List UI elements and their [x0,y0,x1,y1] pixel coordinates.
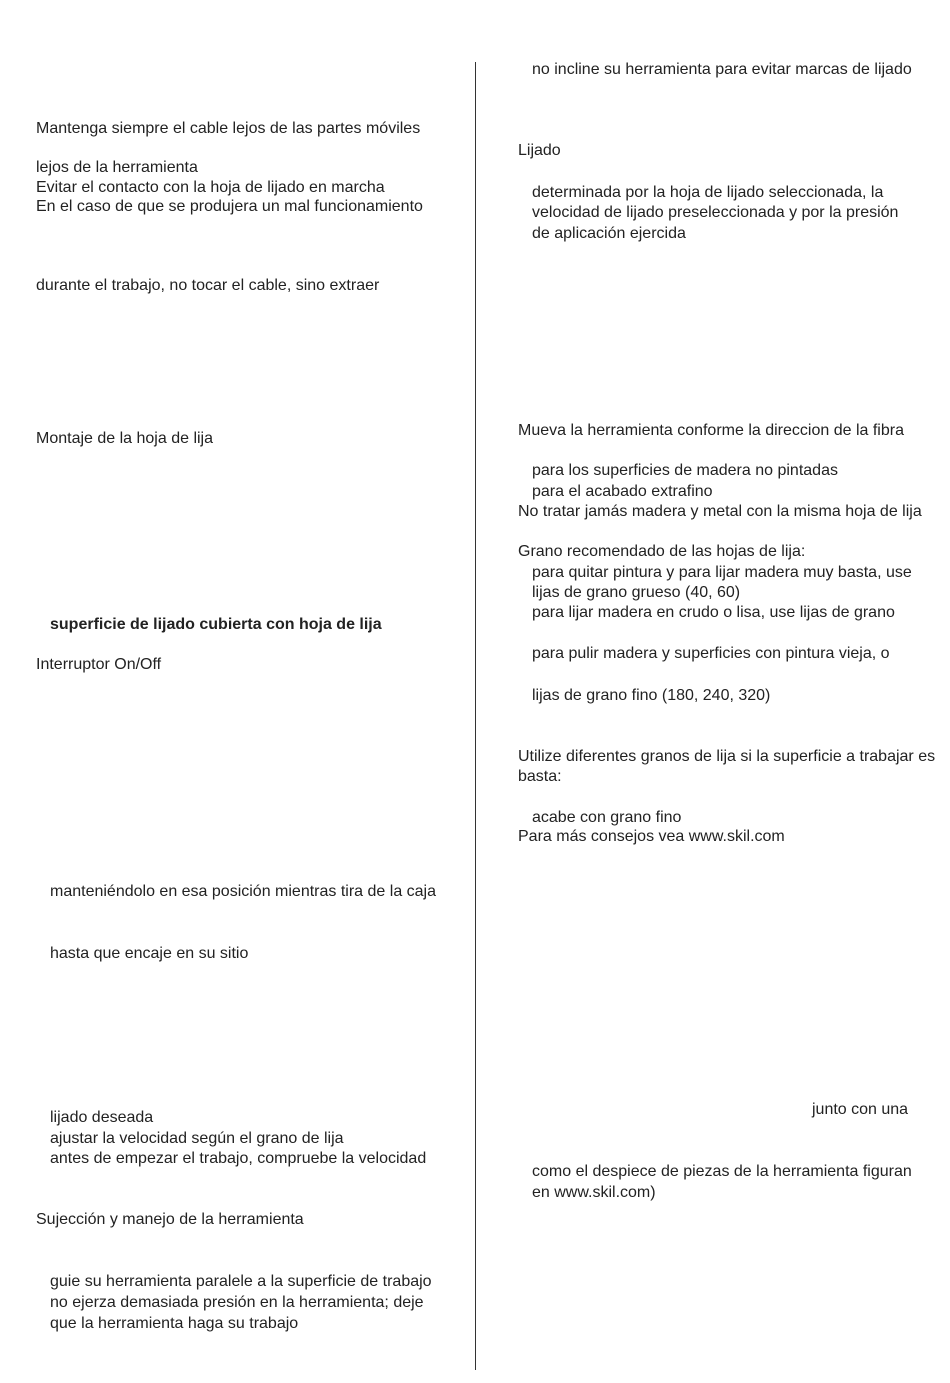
text-line: no ejerza demasiada presión en la herramienta; deje [50,1294,424,1311]
text-line: Evitar el contacto con la hoja de lijado en marcha [36,179,385,196]
text-line: Grano recomendado de las hojas de lija: [518,543,806,560]
section-heading: Montaje de la hoja de lija [36,430,214,447]
text-line: para los superficies de madera no pintadas [532,462,838,479]
section-heading: Lijado [518,142,561,159]
text-line: para lijar madera en crudo o lisa, use lijas de grano [532,604,895,621]
text-line: de aplicación ejercida [532,225,686,242]
text-line: en www.skil.com) [532,1184,656,1201]
text-line: como el despiece de piezas de la herramienta figuran [532,1163,912,1180]
text-line: antes de empezar el trabajo, compruebe la velocidad [50,1150,427,1167]
text-line: lijado deseada [50,1109,154,1126]
text-line: Para más consejos vea www.skil.com [518,828,785,845]
text-line: no incline su herramienta para evitar marcas de lijado [532,61,912,78]
text-line: lijas de grano fino (180, 240, 320) [532,687,771,704]
text-line: Mueva la herramienta conforme la direccion de la fibra [518,422,904,439]
text-line: Utilize diferentes granos de lija si la superficie a trabajar es basta: [518,748,936,785]
text-line: No tratar jamás madera y metal con la misma hoja de lija [518,503,922,520]
text-line: para el acabado extrafino [532,483,713,500]
text-line: acabe con grano fino [532,809,682,826]
text-line: En el caso de que se produjera un mal funcionamiento [36,198,423,215]
text-line: lijas de grano grueso (40, 60) [532,584,741,601]
text-line: ajustar la velocidad según el grano de lija [50,1130,344,1147]
text-line: junto con una [812,1101,909,1118]
section-heading: Sujección y manejo de la herramienta [36,1211,304,1228]
column-divider [475,62,476,1370]
text-line: determinada por la hoja de lijado seleccionada, la [532,184,884,201]
text-line: Mantenga siempre el cable lejos de las partes móviles [36,120,421,137]
text-line: durante el trabajo, no tocar el cable, sino extraer [36,277,380,294]
text-line: lejos de la herramienta [36,159,198,176]
text-line: que la herramienta haga su trabajo [50,1315,299,1332]
text-line: guie su herramienta paralele a la superficie de trabajo [50,1273,432,1290]
text-line: velocidad de lijado preseleccionada y por la presión [532,204,899,221]
text-line: para quitar pintura y para lijar madera muy basta, use [532,564,912,581]
text-line: hasta que encaje en su sitio [50,945,249,962]
text-line: manteniéndolo en esa posición mientras tira de la caja [50,883,437,900]
bold-label: superficie de lijado cubierta con hoja de lija [50,616,382,633]
section-heading: Interruptor On/Off [36,656,162,673]
text-line: para pulir madera y superficies con pintura vieja, o [532,645,890,662]
